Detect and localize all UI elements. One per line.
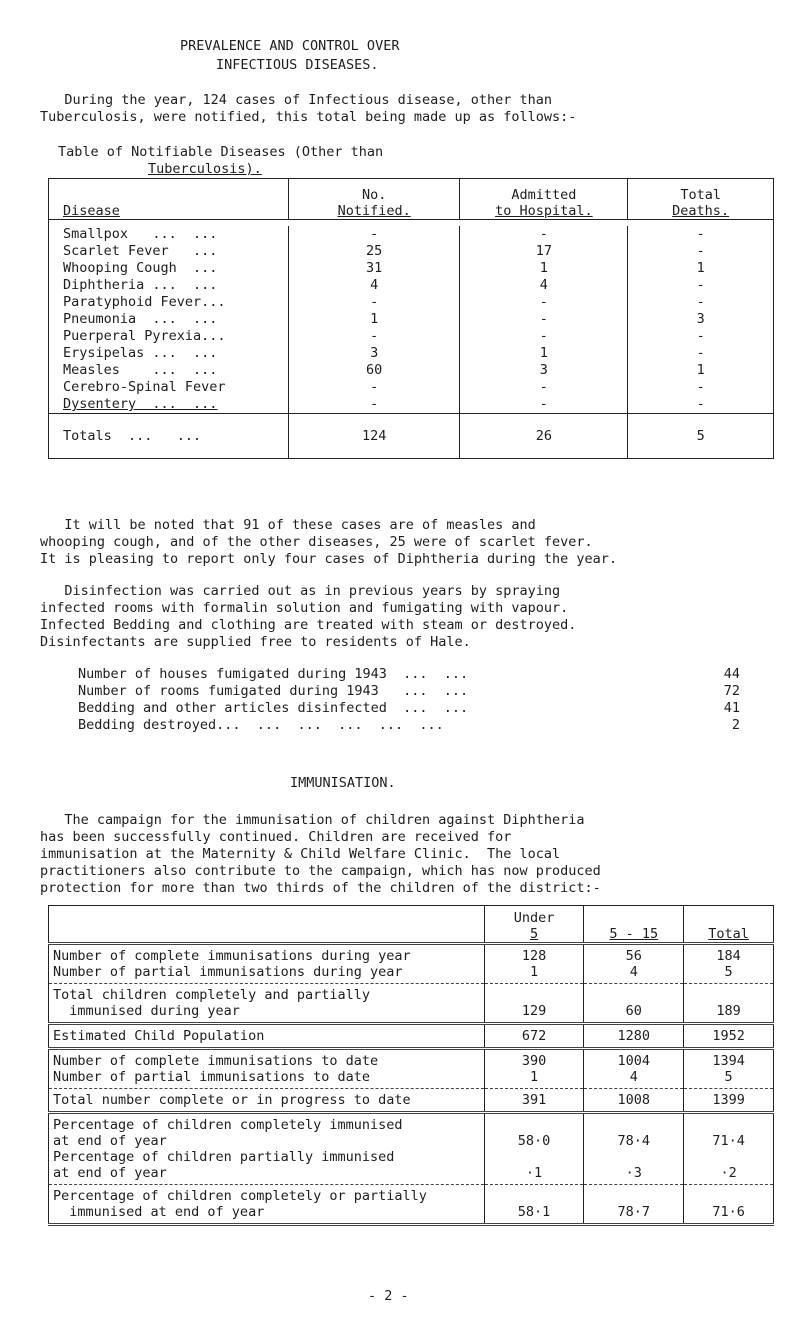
cell-value: 78·4 — [617, 1133, 651, 1149]
cell-value: 391 — [521, 1092, 547, 1108]
intro-line-1: During the year, 124 cases of Infectious disease, other than — [40, 92, 553, 108]
cell-notified: 1 — [288, 311, 460, 328]
cell-value: 390 — [521, 1053, 547, 1069]
table-row — [49, 1089, 774, 1113]
table1-caption-2: Tuberculosis). — [148, 161, 262, 177]
cell-disease: Paratyphoid Fever... — [49, 294, 289, 311]
cell-deaths: - — [628, 328, 774, 345]
cell-admitted: - — [460, 294, 628, 311]
cell-disease: Measles ... ... — [49, 362, 289, 379]
cell-value: 58·1 — [517, 1204, 551, 1220]
cell-notified: - — [288, 379, 460, 396]
cell-admitted: 3 — [460, 362, 628, 379]
cell-value: 1 — [529, 1069, 539, 1085]
row-label-line: at end of year — [53, 1165, 167, 1181]
stat-value: 2 — [731, 717, 740, 733]
cell-value: ·3 — [625, 1165, 642, 1181]
cell-value — [688, 987, 769, 1003]
cell-notified: 4 — [288, 277, 460, 294]
cell-value: 128 — [521, 948, 547, 964]
row-label — [49, 944, 485, 984]
cell-admitted: - — [460, 379, 628, 396]
cell-value — [688, 1149, 769, 1165]
immunisation-line: protection for more than two thirds of the children of the district:- — [40, 880, 601, 896]
stat-label: Bedding destroyed... ... ... ... ... ... — [78, 717, 444, 733]
page-number: - 2 - — [368, 1288, 409, 1304]
table-row — [49, 260, 774, 277]
cell-disease: Dysentery ... ... — [49, 396, 289, 414]
cell-value — [588, 1149, 679, 1165]
cell-total — [684, 984, 774, 1024]
cell-value: 184 — [716, 948, 741, 964]
totals-deaths: 5 — [628, 414, 774, 459]
stat-value: 41 — [723, 700, 740, 716]
header-5-15: 5 - 15 — [584, 906, 684, 944]
cell-disease: Diphtheria ... ... — [49, 277, 289, 294]
row-label-line: Number of complete immunisations during year — [53, 948, 411, 964]
cell-under5 — [484, 1049, 584, 1089]
cell-deaths: - — [628, 345, 774, 362]
cell-value: 71·4 — [712, 1133, 745, 1149]
cell-age5_15 — [584, 1185, 684, 1225]
cell-value — [588, 1188, 679, 1204]
cell-value: 129 — [521, 1003, 547, 1019]
table-row — [49, 1113, 774, 1185]
notes-line: whooping cough, and of the other diseases, 25 were of scarlet fever. — [40, 534, 593, 550]
cell-value: 1952 — [712, 1028, 745, 1044]
header-blank — [49, 906, 485, 944]
cell-value: 56 — [625, 948, 642, 964]
disinfection-line: Disinfectants are supplied free to residents of Hale. — [40, 634, 471, 650]
header-under5: Under 5 — [484, 906, 584, 944]
cell-deaths: 3 — [628, 311, 774, 328]
cell-under5 — [484, 944, 584, 984]
row-label-line: Percentage of children partially immunised — [53, 1149, 395, 1165]
row-label — [49, 1024, 485, 1049]
cell-disease: Erysipelas ... ... — [49, 345, 289, 362]
cell-value: 672 — [521, 1028, 547, 1044]
table-row — [49, 294, 774, 311]
cell-deaths: - — [628, 294, 774, 311]
cell-value — [688, 1117, 769, 1133]
table-row — [49, 1049, 774, 1089]
notifiable-diseases-table — [48, 178, 774, 459]
stat-label: Number of houses fumigated during 1943 ... ... — [78, 666, 469, 682]
cell-under5 — [484, 1185, 584, 1225]
table-row — [49, 396, 774, 414]
cell-admitted: 4 — [460, 277, 628, 294]
header-notified: No. Notified. — [288, 179, 460, 220]
cell-under5 — [484, 1089, 584, 1113]
cell-deaths: - — [628, 226, 774, 243]
cell-admitted: 17 — [460, 243, 628, 260]
cell-notified: - — [288, 328, 460, 345]
cell-value: 1399 — [712, 1092, 745, 1108]
cell-value: 4 — [629, 1069, 638, 1085]
cell-admitted: 1 — [460, 345, 628, 362]
table1-caption-1: Table of Notifiable Diseases (Other than — [58, 144, 384, 160]
table-row — [49, 379, 774, 396]
cell-deaths: - — [628, 379, 774, 396]
notes-line: It will be noted that 91 of these cases are of measles and — [40, 517, 536, 533]
header-disease: Disease — [49, 179, 289, 220]
cell-value: ·2 — [720, 1165, 737, 1181]
stat-label: Number of rooms fumigated during 1943 ... ... — [78, 683, 469, 699]
cell-notified: - — [288, 226, 460, 243]
cell-under5 — [484, 1024, 584, 1049]
cell-value — [489, 1149, 580, 1165]
cell-value — [489, 1188, 580, 1204]
cell-value — [588, 987, 679, 1003]
row-label-line: Number of partial immunisations to date — [53, 1069, 370, 1085]
immunisation-heading: IMMUNISATION. — [290, 775, 396, 791]
cell-value: 1 — [529, 964, 539, 980]
cell-age5_15 — [584, 1024, 684, 1049]
totals-admitted: 26 — [460, 414, 628, 459]
cell-value: 60 — [625, 1003, 642, 1019]
cell-total — [684, 1049, 774, 1089]
stat-label: Bedding and other articles disinfected ... ... — [78, 700, 469, 716]
row-label-line: Total number complete or in progress to date — [53, 1092, 411, 1108]
cell-under5 — [484, 984, 584, 1024]
cell-total — [684, 944, 774, 984]
cell-value: 5 — [724, 964, 733, 980]
cell-notified: 31 — [288, 260, 460, 277]
cell-admitted: - — [460, 226, 628, 243]
cell-disease: Scarlet Fever ... — [49, 243, 289, 260]
totals-label: Totals ... ... — [49, 414, 289, 459]
cell-value: 78·7 — [617, 1204, 651, 1220]
row-label-line: Percentage of children completely or partially — [53, 1188, 427, 1204]
cell-admitted: - — [460, 396, 628, 414]
table-row — [49, 277, 774, 294]
cell-age5_15 — [584, 944, 684, 984]
header-total: Total — [684, 906, 774, 944]
cell-notified: - — [288, 294, 460, 311]
cell-value: 189 — [716, 1003, 741, 1019]
row-label-line: Number of partial immunisations during year — [53, 964, 403, 980]
cell-value: 71·6 — [712, 1204, 745, 1220]
immunisation-line: practitioners also contribute to the campaign, which has now produced — [40, 863, 601, 879]
table-row — [49, 226, 774, 243]
cell-total — [684, 1024, 774, 1049]
table-row — [49, 1185, 774, 1225]
table2-header-row — [49, 906, 774, 944]
header-deaths: Total Deaths. — [628, 179, 774, 220]
row-label-line: Total children completely and partially — [53, 987, 370, 1003]
cell-deaths: 1 — [628, 260, 774, 277]
cell-value: 1004 — [617, 1053, 651, 1069]
immunisation-table — [48, 905, 774, 1226]
cell-notified: 3 — [288, 345, 460, 362]
disinfection-line: Disinfection was carried out as in previous years by spraying — [40, 583, 561, 599]
disinfection-line: infected rooms with formalin solution and fumigating with vapour. — [40, 600, 569, 616]
row-label-line: immunised during year — [53, 1003, 240, 1019]
cell-value: ·1 — [525, 1165, 543, 1181]
row-label-line: Percentage of children completely immunised — [53, 1117, 403, 1133]
header-admitted: Admitted to Hospital. — [460, 179, 628, 220]
notes-line: It is pleasing to report only four cases of Diphtheria during the year. — [40, 551, 618, 567]
disinfection-line: Infected Bedding and clothing are treated with steam or destroyed. — [40, 617, 577, 633]
table-row — [49, 362, 774, 379]
table-row — [49, 944, 774, 984]
row-label-line: at end of year — [53, 1133, 167, 1149]
title-line-1: PREVALENCE AND CONTROL OVER — [180, 38, 400, 54]
immunisation-line: The campaign for the immunisation of children against Diphtheria — [40, 812, 585, 828]
row-label — [49, 1049, 485, 1089]
immunisation-line: has been successfully continued. Children are received for — [40, 829, 512, 845]
cell-deaths: 1 — [628, 362, 774, 379]
table-row — [49, 328, 774, 345]
immunisation-line: immunisation at the Maternity & Child Welfare Clinic. The local — [40, 846, 561, 862]
cell-age5_15 — [584, 1089, 684, 1113]
cell-notified: 25 — [288, 243, 460, 260]
cell-age5_15 — [584, 984, 684, 1024]
row-label — [49, 1185, 485, 1225]
cell-value — [588, 1117, 679, 1133]
cell-value: 5 — [724, 1069, 733, 1085]
cell-admitted: - — [460, 328, 628, 345]
cell-total — [684, 1185, 774, 1225]
totals-notified: 124 — [288, 414, 460, 459]
cell-value — [489, 987, 580, 1003]
cell-notified: - — [288, 396, 460, 414]
cell-notified: 60 — [288, 362, 460, 379]
table-row — [49, 243, 774, 260]
intro-line-2: Tuberculosis, were notified, this total being made up as follows:- — [40, 109, 577, 125]
cell-deaths: - — [628, 396, 774, 414]
cell-total — [684, 1089, 774, 1113]
table1-header-row — [49, 179, 774, 220]
row-label — [49, 984, 485, 1024]
cell-total — [684, 1113, 774, 1185]
cell-admitted: 1 — [460, 260, 628, 277]
cell-disease: Pneumonia ... ... — [49, 311, 289, 328]
cell-value: 1280 — [617, 1028, 651, 1044]
row-label — [49, 1089, 485, 1113]
table-row — [49, 345, 774, 362]
table-row — [49, 1024, 774, 1049]
cell-disease: Cerebro-Spinal Fever — [49, 379, 289, 396]
cell-age5_15 — [584, 1113, 684, 1185]
table-row — [49, 311, 774, 328]
stat-value: 72 — [723, 683, 740, 699]
cell-disease: Puerperal Pyrexia... — [49, 328, 289, 345]
cell-value: 1394 — [712, 1053, 745, 1069]
cell-disease: Whooping Cough ... — [49, 260, 289, 277]
cell-value — [688, 1188, 769, 1204]
cell-admitted: - — [460, 311, 628, 328]
table-row — [49, 984, 774, 1024]
table1-totals-row — [49, 414, 774, 459]
row-label — [49, 1113, 485, 1185]
cell-value: 58·0 — [517, 1133, 551, 1149]
cell-disease: Smallpox ... ... — [49, 226, 289, 243]
cell-age5_15 — [584, 1049, 684, 1089]
title-line-2: INFECTIOUS DISEASES. — [216, 57, 379, 73]
row-label-line: Estimated Child Population — [53, 1028, 265, 1044]
cell-deaths: - — [628, 277, 774, 294]
cell-under5 — [484, 1113, 584, 1185]
cell-value — [489, 1117, 580, 1133]
row-label-line: immunised at end of year — [53, 1204, 265, 1220]
cell-value: 4 — [629, 964, 638, 980]
cell-deaths: - — [628, 243, 774, 260]
stat-value: 44 — [723, 666, 740, 682]
cell-value: 1008 — [617, 1092, 651, 1108]
row-label-line: Number of complete immunisations to date — [53, 1053, 379, 1069]
